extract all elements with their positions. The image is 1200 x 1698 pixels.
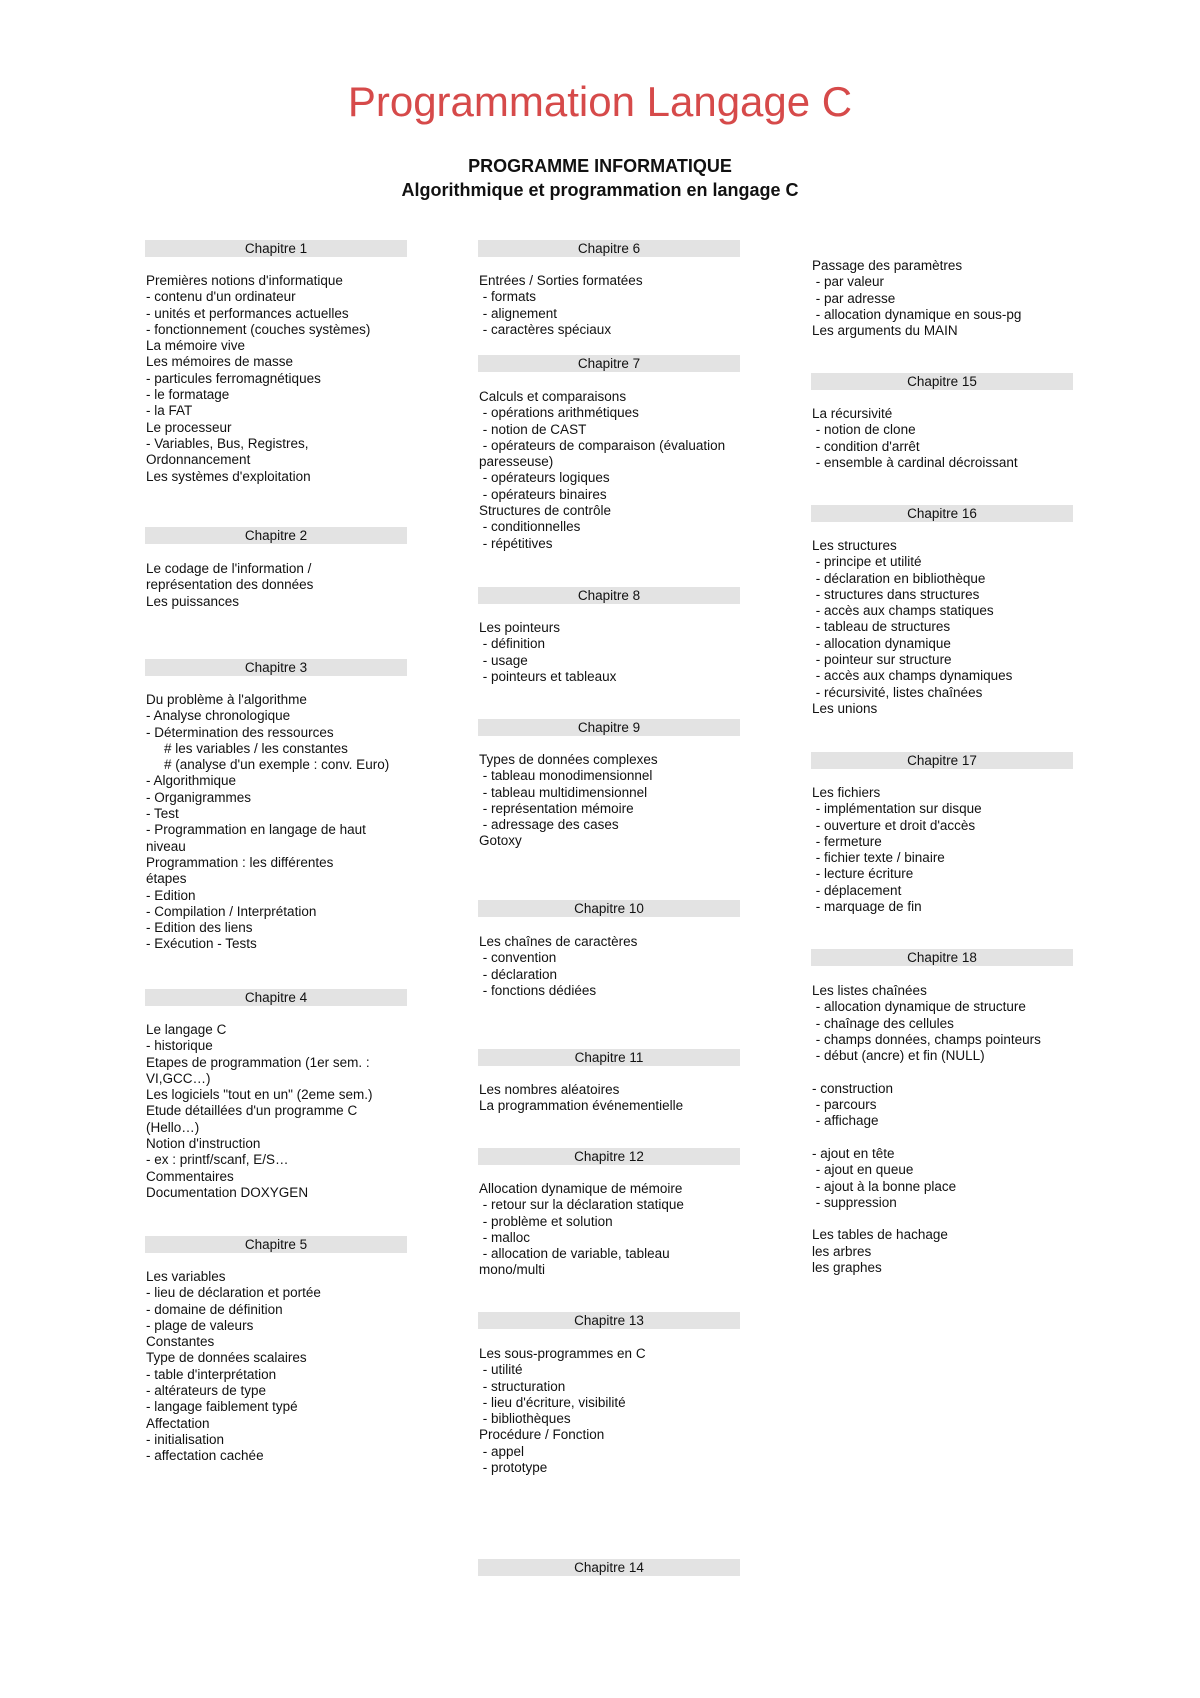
content-line: - problème et solution [479,1213,613,1229]
content-line: les arbres [812,1243,872,1259]
content-line: Notion d'instruction [146,1136,261,1152]
content-line: - fonctionnement (couches systèmes) [146,321,371,337]
content-line: - tableau multidimensionnel [479,784,648,800]
chapter-7-content [479,389,754,552]
content-line: - Analyse chronologique [146,708,291,724]
content-line: Les structures [812,538,897,553]
content-line: - lieu de déclaration et portée [146,1285,321,1301]
content-line: - alignement [479,305,558,321]
content-line: - ensemble à cardinal décroissant [812,454,1018,470]
content-line: - accès aux champs dynamiques [812,668,1013,684]
content-line: - accès aux champs statiques [812,603,994,619]
content-line: - implémentation sur disque [812,801,982,817]
content-line: - déplacement [812,882,902,898]
content-line: - initialisation [146,1431,225,1447]
content-line: Les chaînes de caractères [479,934,638,949]
chapter-12-content [479,1181,754,1279]
chapter-7-heading: Chapitre 7 [478,355,740,372]
content-line [812,1211,1082,1227]
content-line: - pointeurs et tableaux [479,668,617,684]
chapter-14-heading: Chapitre 14 [478,1559,740,1576]
content-line: - bibliothèques [479,1411,571,1427]
content-line: Allocation dynamique de mémoire [479,1181,683,1196]
page-subtitle [0,154,1200,202]
content-line: Calculs et comparaisons [479,389,627,404]
content-line: Commentaires [146,1168,234,1184]
page-title: Programmation Langage C [347,78,853,125]
chapter-12-heading: Chapitre 12 [478,1148,740,1165]
content-line: - notion de clone [812,422,916,438]
content-line: # les variables / les constantes [164,740,348,756]
content-line: - parcours [812,1097,877,1113]
content-line: Les listes chaînées [812,983,927,998]
content-line: - ex : printf/scanf, E/S… [146,1152,289,1168]
content-line: - fermeture [812,833,882,849]
content-line: - appel [479,1443,525,1459]
content-line: - fonctions dédiées [479,982,597,998]
content-line: - répétitives [479,535,553,551]
chapter-17-content [812,785,1082,915]
content-line: Les fichiers [812,785,881,800]
content-line: - allocation de variable, tableau [479,1246,670,1262]
content-line: - la FAT [146,403,193,419]
chapter-16-heading: Chapitre 16 [811,505,1073,522]
content-line: - affichage [812,1113,879,1129]
content-line: Programmation : les différentes [146,854,334,870]
content-line: - opérateurs binaires [479,486,607,502]
subtitle-line-1: PROGRAMME INFORMATIQUE [468,156,732,176]
content-line: paresseuse) [479,454,554,470]
chapter-4-heading: Chapitre 4 [145,989,407,1006]
content-line: - le formatage [146,387,230,403]
content-line: Etude détaillées d'un programme C [146,1103,358,1119]
content-line: Les systèmes d'exploitation [146,468,311,484]
content-line: - opérations arithmétiques [479,405,639,421]
content-line: - Edition [146,887,196,903]
content-line: - récursivité, listes chaînées [812,684,983,700]
content-line: - langage faiblement typé [146,1399,298,1415]
content-line: Gotoxy [479,833,522,849]
content-line: - opérateurs logiques [479,470,610,486]
content-line: - contenu d'un ordinateur [146,289,296,305]
chapter-6-heading: Chapitre 6 [478,240,740,257]
chapter-6-content [479,273,754,338]
chapter-11-content [479,1082,754,1115]
content-line: - ajout en tête [812,1145,895,1161]
content-line: Les puissances [146,593,240,609]
chapter-3-content [146,692,416,953]
content-line: Le processeur [146,419,232,435]
content-line: - Détermination des ressources [146,724,334,740]
content-line: La programmation événementielle [479,1098,684,1114]
chapter-1-content [146,273,416,485]
content-line: - domaine de définition [146,1301,283,1317]
chapter-4-content [146,1022,416,1201]
content-line [812,1064,1082,1080]
content-line: Les pointeurs [479,620,561,635]
content-line: Affectation [146,1415,210,1431]
content-line: - structures dans structures [812,586,980,602]
content-line: Les mémoires de masse [146,354,294,370]
content-line: - affectation cachée [146,1448,264,1464]
content-line: Le codage de l'information / [146,561,312,576]
content-line: - utilité [479,1362,523,1378]
chapter-5-content [146,1269,416,1465]
content-line: - Compilation / Interprétation [146,903,317,919]
content-line: - opérateurs de comparaison (évaluation [479,437,726,453]
content-line: étapes [146,871,187,887]
content-line: - fichier texte / binaire [812,850,945,866]
content-line: - allocation dynamique en sous-pg [812,306,1022,322]
content-line: - conditionnelles [479,519,581,535]
content-line: Les variables [146,1269,226,1284]
content-line: - prototype [479,1460,548,1476]
chapter-2-content [146,561,416,610]
chapter-9-heading: Chapitre 9 [478,719,740,736]
content-line: - Edition des liens [146,920,253,936]
content-line: - condition d'arrêt [812,438,920,454]
content-line: Type de données scalaires [146,1350,307,1366]
content-line: - Exécution - Tests [146,936,257,952]
content-line: La récursivité [812,406,893,421]
content-line: Procédure / Fonction [479,1427,605,1443]
subtitle-line-2: Algorithmique et programmation en langage C [401,180,799,200]
chapter-18-content [812,983,1082,1276]
content-line: Du problème à l'algorithme [146,692,307,707]
content-line: - convention [479,950,557,966]
chapter-9-content [479,752,754,850]
content-line: - formats [479,289,537,305]
chapter-15-content [812,406,1082,471]
content-line: - suppression [812,1194,897,1210]
content-line: - ajout en queue [812,1162,914,1178]
chapter-17-heading: Chapitre 17 [811,752,1073,769]
content-line: - notion de CAST [479,421,587,437]
content-line: - ouverture et droit d'accès [812,817,976,833]
content-line: Les tables de hachage [812,1227,948,1243]
content-line: - chaînage des cellules [812,1015,954,1031]
content-line: - malloc [479,1229,531,1245]
content-line: - tableau monodimensionnel [479,768,653,784]
content-line: Le langage C [146,1022,227,1037]
content-line: - Algorithmique [146,773,237,789]
content-line: - allocation dynamique [812,635,951,651]
content-line: Structures de contrôle [479,503,612,519]
content-line: - construction [812,1080,894,1096]
content-line: - début (ancre) et fin (NULL) [812,1048,985,1064]
chapter-2-heading: Chapitre 2 [145,527,407,544]
content-line: Types de données complexes [479,752,658,767]
content-line [812,1130,1082,1146]
content-line: - principe et utilité [812,554,922,570]
chapter-1-heading: Chapitre 1 [145,240,407,257]
content-line: représentation des données [146,577,314,593]
content-line: - particules ferromagnétiques [146,370,321,386]
content-line: - lecture écriture [812,866,914,882]
content-line: (Hello…) [146,1119,200,1135]
chapter-14-continued-content [812,258,1082,339]
content-line: - plage de valeurs [146,1317,254,1333]
content-line: - caractères spéciaux [479,321,612,337]
content-line: - par adresse [812,290,896,306]
content-line: - retour sur la déclaration statique [479,1197,684,1213]
content-line: La mémoire vive [146,338,246,354]
content-line: Les unions [812,700,878,716]
chapter-13-heading: Chapitre 13 [478,1312,740,1329]
content-line: - déclaration en bibliothèque [812,570,986,586]
content-line: - adressage des cases [479,817,619,833]
chapter-10-content [479,934,754,999]
content-line: Les logiciels "tout en un" (2eme sem.) [146,1087,373,1103]
chapter-16-content [812,538,1082,717]
chapter-8-heading: Chapitre 8 [478,587,740,604]
content-line: Passage des paramètres [812,258,963,273]
chapter-13-content [479,1346,754,1476]
content-line: - table d'interprétation [146,1366,277,1382]
chapter-11-heading: Chapitre 11 [478,1049,740,1066]
chapter-5-heading: Chapitre 5 [145,1236,407,1253]
content-line: - Programmation en langage de haut [146,822,366,838]
content-line: Entrées / Sorties formatées [479,273,643,288]
chapter-8-content [479,620,754,685]
content-line: Les arguments du MAIN [812,323,958,339]
content-line: - historique [146,1038,213,1054]
content-line: - allocation dynamique de structure [812,999,1026,1015]
content-line: - ajout à la bonne place [812,1178,957,1194]
content-line: Premières notions d'informatique [146,273,343,288]
chapter-15-heading: Chapitre 15 [811,373,1073,390]
content-line: Constantes [146,1334,215,1350]
content-line: - pointeur sur structure [812,652,952,668]
chapter-3-heading: Chapitre 3 [145,659,407,676]
content-line: - représentation mémoire [479,800,634,816]
content-line: - Variables, Bus, Registres, [146,435,309,451]
content-line: niveau [146,838,186,854]
content-line: - marquage de fin [812,899,922,915]
content-line: - définition [479,636,546,652]
content-line: - déclaration [479,966,558,982]
content-line: VI,GCC…) [146,1070,211,1086]
content-line: - par valeur [812,274,885,290]
content-line: - altérateurs de type [146,1383,267,1399]
content-line: Documentation DOXYGEN [146,1184,309,1200]
chapter-18-heading: Chapitre 18 [811,949,1073,966]
content-line: Les sous-programmes en C [479,1346,646,1361]
content-line: # (analyse d'un exemple : conv. Euro) [164,757,390,773]
content-line: les graphes [812,1260,882,1276]
content-line: Etapes de programmation (1er sem. : [146,1054,370,1070]
content-line: Les nombres aléatoires [479,1082,620,1097]
content-line: - champs données, champs pointeurs [812,1031,1041,1047]
content-line: mono/multi [479,1262,546,1278]
content-line: - Test [146,806,179,822]
content-line: - tableau de structures [812,619,951,635]
content-line: - usage [479,652,528,668]
chapter-10-heading: Chapitre 10 [478,900,740,917]
content-line: - unités et performances actuelles [146,305,349,321]
content-line: - structuration [479,1378,566,1394]
content-line: Ordonnancement [146,452,251,468]
content-line: - Organigrammes [146,789,252,805]
content-line: - lieu d'écriture, visibilité [479,1394,626,1410]
